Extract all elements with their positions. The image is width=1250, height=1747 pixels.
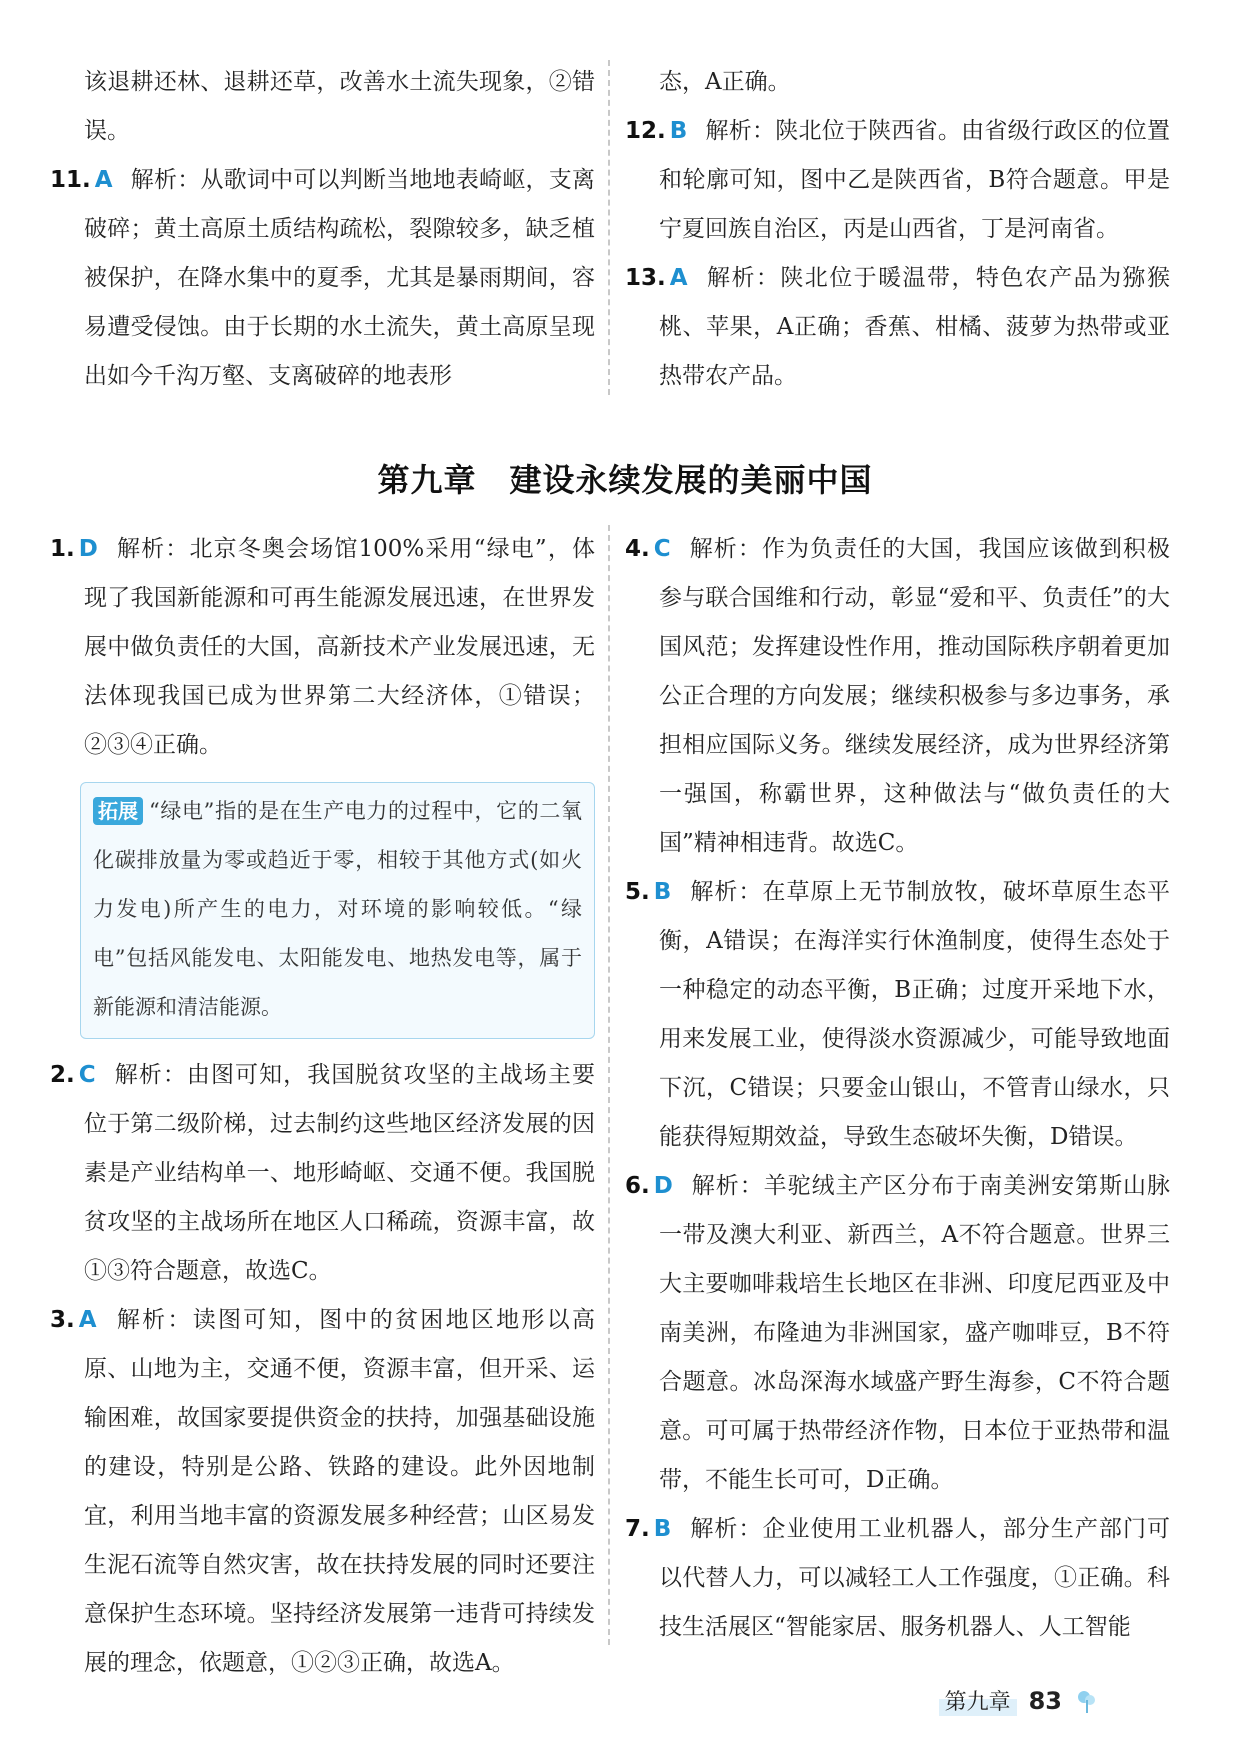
- question-1: [50, 525, 595, 770]
- explanation-text: 解析：在草原上无节制放牧，破坏草原生态平衡，A错误；在海洋实行休渔制度，使得生态处于一种稳定的动态平衡，B正确；过度开采地下水，用来发展工业，使得淡水资源减少，可能导致地面下沉，C错误；只要金山银山，不管青山绿水，只能获得短期效益，导致生态破坏失衡，D错误。: [659, 879, 1170, 1150]
- question-number: 5.: [625, 879, 650, 905]
- extension-note-box: [80, 782, 595, 1039]
- question-12: [625, 107, 1170, 254]
- question-number: 6.: [625, 1173, 650, 1199]
- explanation-text: 解析：羊驼绒主产区分布于南美洲安第斯山脉一带及澳大利亚、新西兰，A不符合题意。世界三大主要咖啡栽培生长地区在非洲、印度尼西亚及中南美洲，布隆迪为非洲国家，盛产咖啡豆，B不符合题意。冰岛深海水域盛产野生海参，C不符合题意。可可属于热带经济作物，日本位于亚热带和温带，不能生长可可，D正确。: [659, 1173, 1170, 1493]
- answer-letter: A: [669, 265, 688, 291]
- question-13: [625, 254, 1170, 401]
- extension-label: 拓展: [93, 797, 143, 825]
- left-column: [50, 525, 595, 1688]
- leaf-icon: [1074, 1688, 1100, 1714]
- question-number: 13.: [625, 265, 666, 291]
- explanation-text: 解析：陕北位于暖温带，特色农产品为猕猴桃、苹果，A正确；香蕉、柑橘、菠萝为热带或亚热带农产品。: [659, 265, 1170, 389]
- main-column-divider: [608, 525, 610, 1645]
- extension-text: “绿电”指的是在生产电力的过程中，它的二氧化碳排放量为零或趋近于零，相较于其他方式(如火力发电)所产生的电力，对环境的影响较低。“绿电”包括风能发电、太阳能发电、地热发电等，属于新能源和清洁能源。: [93, 799, 582, 1019]
- chapter-title: 第九章 建设永续发展的美丽中国: [377, 461, 873, 499]
- answer-letter: D: [653, 1173, 673, 1199]
- explanation-text: 解析：由图可知，我国脱贫攻坚的主战场主要位于第二级阶梯，过去制约这些地区经济发展的因素是产业结构单一、地形崎岖、交通不便。我国脱贫攻坚的主战场所在地区人口稀疏，资源丰富，故①③符合题意，故选C。: [84, 1062, 595, 1284]
- explanation-text: 解析：从歌词中可以判断当地地表崎岖，支离破碎；黄土高原土质结构疏松，裂隙较多，缺乏植被保护，在降水集中的夏季，尤其是暴雨期间，容易遭受侵蚀。由于长期的水土流失，黄土高原呈现出如今千沟万壑、支离破碎的地表形: [84, 167, 595, 389]
- explanation-text: 解析：读图可知，图中的贫困地区地形以高原、山地为主，交通不便，资源丰富，但开采、运输困难，故国家要提供资金的扶持，加强基础设施的建设，特别是公路、铁路的建设。此外因地制宜，利用当地丰富的资源发展多种经营；山区易发生泥石流等自然灾害，故在扶持发展的同时还要注意保护生态环境。坚持经济发展第一违背可持续发展的理念，依题意，①②③正确，故选A。: [84, 1307, 595, 1676]
- right-column: [625, 525, 1170, 1652]
- question-number: 4.: [625, 536, 650, 562]
- question-number: 2.: [50, 1062, 75, 1088]
- explanation-text: 解析：陕北位于陕西省。由省级行政区的位置和轮廓可知，图中乙是陕西省，B符合题意。甲是宁夏回族自治区，丙是山西省，丁是河南省。: [659, 118, 1170, 242]
- question-number: 11.: [50, 167, 91, 193]
- page-footer: [939, 1685, 1100, 1716]
- continued-answer-text: 该退耕还林、退耕还草，改善水土流失现象，②错误。: [84, 69, 595, 144]
- answer-letter: B: [653, 879, 672, 905]
- explanation-text: 解析：作为负责任的大国，我国应该做到积极参与联合国维和行动，彰显“爱和平、负责任”的大国风范；发挥建设性作用，推动国际秩序朝着更加公正合理的方向发展；继续积极参与多边事务，承担相应国际义务。继续发展经济，成为世界经济第一强国，称霸世界，这种做法与“做负责任的大国”精神相违背。故选C。: [659, 536, 1170, 856]
- explanation-text: 解析：企业使用工业机器人，部分生产部门可以代替人力，可以减轻工人工作强度，①正确。科技生活展区“智能家居、服务机器人、人工智能: [659, 1516, 1170, 1640]
- answer-letter: B: [669, 118, 688, 144]
- top-left-column: [50, 58, 595, 401]
- top-column-divider: [608, 60, 610, 395]
- question-number: 12.: [625, 118, 666, 144]
- answer-letter: C: [78, 1062, 96, 1088]
- continued-answer-text: 态，A正确。: [659, 69, 791, 95]
- answer-letter: B: [653, 1516, 672, 1542]
- question-number: 3.: [50, 1307, 75, 1333]
- answer-letter: C: [653, 536, 671, 562]
- answer-letter: A: [78, 1307, 97, 1333]
- question-2: [50, 1051, 595, 1296]
- question-4: [625, 525, 1170, 868]
- question-number: 7.: [625, 1516, 650, 1542]
- question-number: 1.: [50, 536, 75, 562]
- answer-letter: D: [78, 536, 98, 562]
- question-7: [625, 1505, 1170, 1652]
- explanation-text: 解析：北京冬奥会场馆100%采用“绿电”，体现了我国新能源和可再生能源发展迅速，在世界发展中做负责任的大国，高新技术产业发展迅速，无法体现我国已成为世界第二大经济体，①错误；②③④正确。: [84, 536, 595, 758]
- answer-letter: A: [94, 167, 113, 193]
- question-3: [50, 1296, 595, 1688]
- footer-chapter-label: 第九章: [939, 1685, 1017, 1716]
- page-number: 83: [1028, 1686, 1062, 1715]
- question-6: [625, 1162, 1170, 1505]
- top-right-column: [625, 58, 1170, 401]
- question-5: [625, 868, 1170, 1162]
- question-11: [50, 156, 595, 401]
